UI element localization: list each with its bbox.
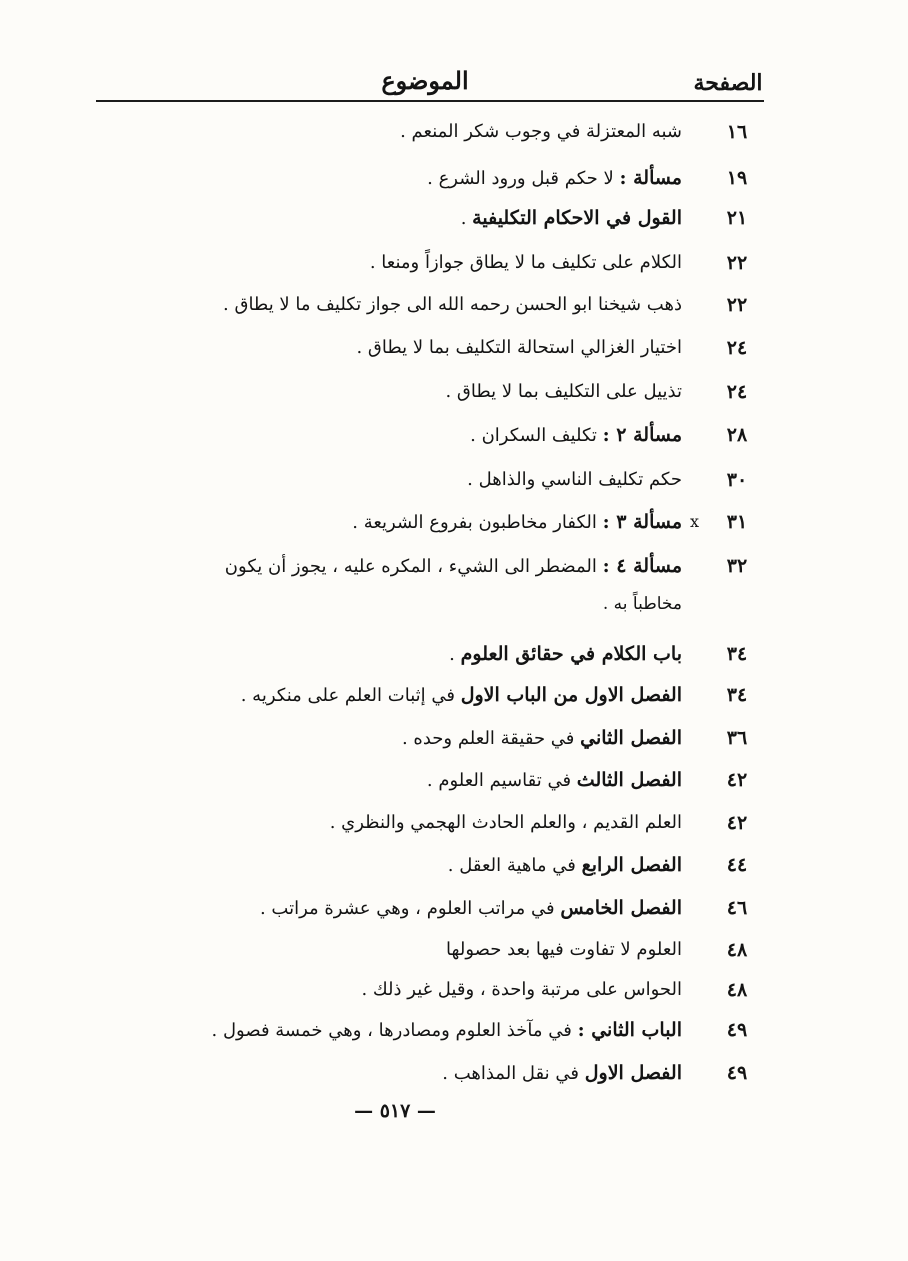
entry-page-number: ٤٨ — [726, 939, 748, 961]
entry-page-number: ٢٤ — [726, 381, 748, 403]
entry-title: الفصل الثاني في حقيقة العلم وحده . — [401, 727, 682, 749]
entry-page-number: ٢٨ — [726, 424, 748, 446]
entry-page-number: ٣٢ — [726, 555, 748, 577]
entry-title: الفصل الخامس في مراتب العلوم ، وهي عشرة مراتب . — [259, 897, 682, 919]
toc-entry — [0, 803, 908, 843]
toc-entry — [0, 112, 908, 152]
entry-page-number: ١٩ — [726, 167, 748, 189]
entry-page-number: ٤٩ — [726, 1062, 748, 1084]
entry-page-number: ٤٩ — [726, 1019, 748, 1041]
topic-column-header: الموضوع — [381, 66, 469, 95]
toc-entry — [0, 546, 908, 614]
entry-title-continuation: مخاطباً به . — [602, 594, 682, 614]
toc-entry — [0, 1010, 908, 1050]
entry-title: تذييل على التكليف بما لا يطاق . — [445, 381, 682, 402]
toc-entry — [0, 243, 908, 283]
toc-entry — [0, 372, 908, 412]
entry-page-number: ٢٢ — [726, 294, 748, 316]
toc-entry — [0, 285, 908, 325]
toc-entry — [0, 198, 908, 238]
entry-page-number: ٢٤ — [726, 337, 748, 359]
entry-title: اختيار الغزالي استحالة التكليف بما لا يطاق . — [356, 337, 682, 358]
toc-entry — [0, 158, 908, 198]
entry-title: العلوم لا تفاوت فيها بعد حصولها — [446, 939, 682, 960]
entry-page-number: ٤٨ — [726, 979, 748, 1001]
toc-entry — [0, 328, 908, 368]
toc-entry — [0, 1053, 908, 1093]
entry-page-number: ٢١ — [726, 207, 748, 229]
entry-title: ذهب شيخنا ابو الحسن رحمه الله الى جواز تكليف ما لا يطاق . — [223, 294, 682, 315]
toc-entry — [0, 675, 908, 715]
toc-entry — [0, 415, 908, 455]
page-column-header: الصفحة — [693, 70, 763, 96]
entry-title: مسألة ٢ : تكليف السكران . — [470, 424, 682, 446]
entry-title: مسألة ٣ : الكفار مخاطبون بفروع الشريعة . — [352, 511, 682, 533]
toc-entry — [0, 970, 908, 1010]
toc-entry — [0, 718, 908, 758]
entry-page-number: ٣٠ — [726, 469, 748, 491]
entry-page-number: ٤٢ — [726, 812, 748, 834]
entry-page-number: ٤٤ — [726, 854, 748, 876]
entry-page-number: ١٦ — [726, 121, 748, 143]
entry-page-number: ٤٦ — [726, 897, 748, 919]
toc-entry — [0, 460, 908, 500]
entry-title: حكم تكليف الناسي والذاهل . — [467, 469, 682, 490]
entry-title: القول في الاحكام التكليفية . — [460, 207, 682, 229]
toc-entry — [0, 634, 908, 674]
entry-title: الباب الثاني : في مآخذ العلوم ومصادرها ، وهي خمسة فصول . — [211, 1019, 682, 1041]
entry-title: الفصل الاول في نقل المذاهب . — [442, 1062, 682, 1084]
toc-entry — [0, 888, 908, 928]
entry-title: مسألة ٤ : المضطر الى الشيء ، المكره عليه ، يجوز أن يكون — [224, 555, 682, 577]
entry-title: الفصل الثالث في تقاسيم العلوم . — [426, 769, 682, 791]
entry-page-number: ٣١ — [726, 511, 748, 533]
entry-title: مسألة : لا حكم قبل ورود الشرع . — [427, 167, 682, 189]
header-rule — [96, 100, 764, 102]
entry-title: الكلام على تكليف ما لا يطاق جوازاً ومنعا . — [369, 252, 682, 273]
handwritten-mark: x — [690, 512, 700, 531]
entry-title: شبه المعتزلة في وجوب شكر المنعم . — [400, 121, 682, 142]
entry-title: الفصل الاول من الباب الاول في إثبات العلم على منكريه . — [240, 684, 682, 706]
entry-title: باب الكلام في حقائق العلوم . — [449, 643, 682, 665]
page-number: — ٥١٧ — — [354, 1100, 436, 1122]
entry-title: العلم القديم ، والعلم الحادث الهجمي والنظري . — [329, 812, 682, 833]
toc-entry — [0, 930, 908, 970]
toc-entry — [0, 502, 908, 542]
entry-page-number: ٣٤ — [726, 643, 748, 665]
toc-entry — [0, 760, 908, 800]
entry-page-number: ٢٢ — [726, 252, 748, 274]
entry-title: الحواس على مرتبة واحدة ، وقيل غير ذلك . — [361, 979, 682, 1000]
entry-page-number: ٤٢ — [726, 769, 748, 791]
toc-entry — [0, 845, 908, 885]
entry-page-number: ٣٤ — [726, 684, 748, 706]
entry-page-number: ٣٦ — [726, 727, 748, 749]
entry-title: الفصل الرابع في ماهية العقل . — [447, 854, 682, 876]
